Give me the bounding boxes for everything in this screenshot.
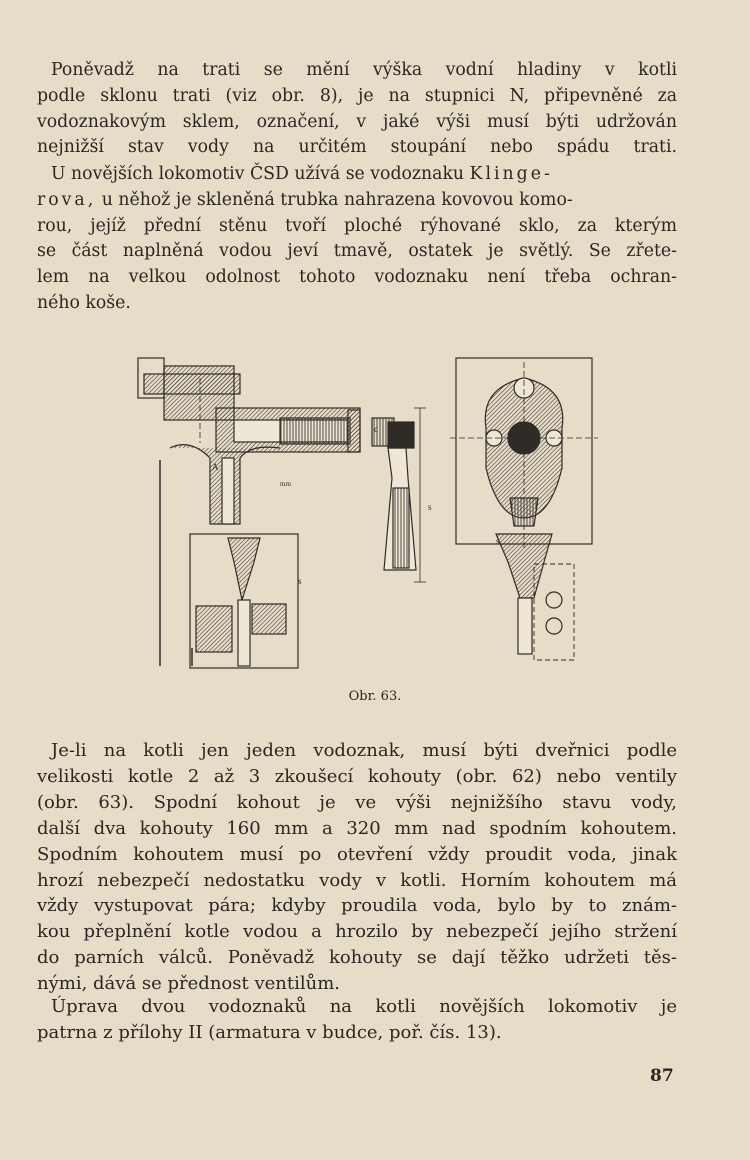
figure-caption: Obr. 63. xyxy=(348,689,402,704)
cock-plug xyxy=(196,606,232,652)
text-line xyxy=(37,162,677,188)
text-line: kou přeplnění kotle vodou a hrozilo by nebezpečí jejího stržení xyxy=(37,921,677,943)
text-line: další dva kohouty 160 mm a 320 mm nad spodním kohoutem. xyxy=(37,817,677,839)
lower-funnel xyxy=(496,534,552,598)
label-s: s xyxy=(428,502,432,512)
text-line xyxy=(37,188,677,214)
gland xyxy=(348,410,360,452)
paragraph-water-level xyxy=(37,58,677,161)
text-line: nými, dává se přednost ventilům. xyxy=(37,973,340,995)
text-fragment: U novějších lokomotiv ČSD užívá se vodoznaku xyxy=(51,164,470,184)
figure-63-drawing xyxy=(130,348,600,678)
text-line: nejnižší stav vody na určitém stoupání nebo spádu trati. xyxy=(37,137,677,158)
test-cock-view xyxy=(190,534,298,668)
text-line: hrozí nebezpečí nedostatku vody v kotli. Horním kohoutem má xyxy=(37,869,677,891)
funnel xyxy=(228,538,260,600)
label-s: s xyxy=(298,576,302,586)
text-line: Poněvadž na trati se mění výška vodní hladiny v kotli xyxy=(51,60,677,80)
text-line: patrna z přílohy II (armatura v budce, poř. čís. 13). xyxy=(37,1021,502,1043)
paragraph-klinger-gauge xyxy=(37,162,677,317)
handle-hub xyxy=(388,422,414,448)
label-mm: mm xyxy=(280,480,291,488)
text-line: se část naplněná vodou jeví tmavě, ostatek je světlý. Se zřete- xyxy=(37,241,677,262)
label-a: A xyxy=(212,462,219,472)
text-line: lem na velkou odolnost tohoto vodoznaku není třeba ochran- xyxy=(37,267,677,288)
text-line: podle sklonu trati (viz obr. 8), je na stupnici N, připevněné za xyxy=(37,85,677,106)
text-line: velikosti kotle 2 až 3 zkoušecí kohouty (obr. 62) nebo ventily xyxy=(37,765,677,787)
text-line: ného koše. xyxy=(37,292,131,313)
paragraph-two-gauges xyxy=(37,994,677,1046)
text-fragment: u něhož je skleněná trubka nahrazena kovovou komo- xyxy=(96,189,573,210)
outlet-bore xyxy=(222,458,234,524)
page-number: 87 xyxy=(650,1066,674,1086)
label-s: s xyxy=(496,536,500,546)
text-line: do parních válců. Poněvadž kohouty se dají těžko udržeti těs- xyxy=(37,947,677,969)
text-line: Spodním kohoutem musí po otevření vždy proudit voda, jinak xyxy=(37,843,677,865)
text-line: (obr. 63). Spodní kohout je ve výši nejnižšího stavu vody, xyxy=(37,791,677,813)
text-line: Je-li na kotli jen jeden vodoznak, musí býti dveřnici podle xyxy=(51,740,677,761)
spaced-name: rova, xyxy=(37,189,97,210)
text-line: rou, jejíž přední stěnu tvoří ploché rýhované sklo, za kterým xyxy=(37,215,677,236)
front-view xyxy=(450,358,598,660)
text-line: vždy vystupovat pára; kdyby proudila voda, bylo by to znám- xyxy=(37,895,677,917)
text-line: Úprava dvou vodoznaků na kotli novějších lokomotiv je xyxy=(51,996,677,1017)
paragraph-test-cocks xyxy=(37,738,677,997)
label-c: c xyxy=(374,424,378,434)
text-line: vodoznakovým sklem, označení, v jaké výši musí býti udržován xyxy=(37,111,677,132)
spaced-name: Klinge- xyxy=(469,164,553,184)
threaded-spindle xyxy=(280,418,350,444)
